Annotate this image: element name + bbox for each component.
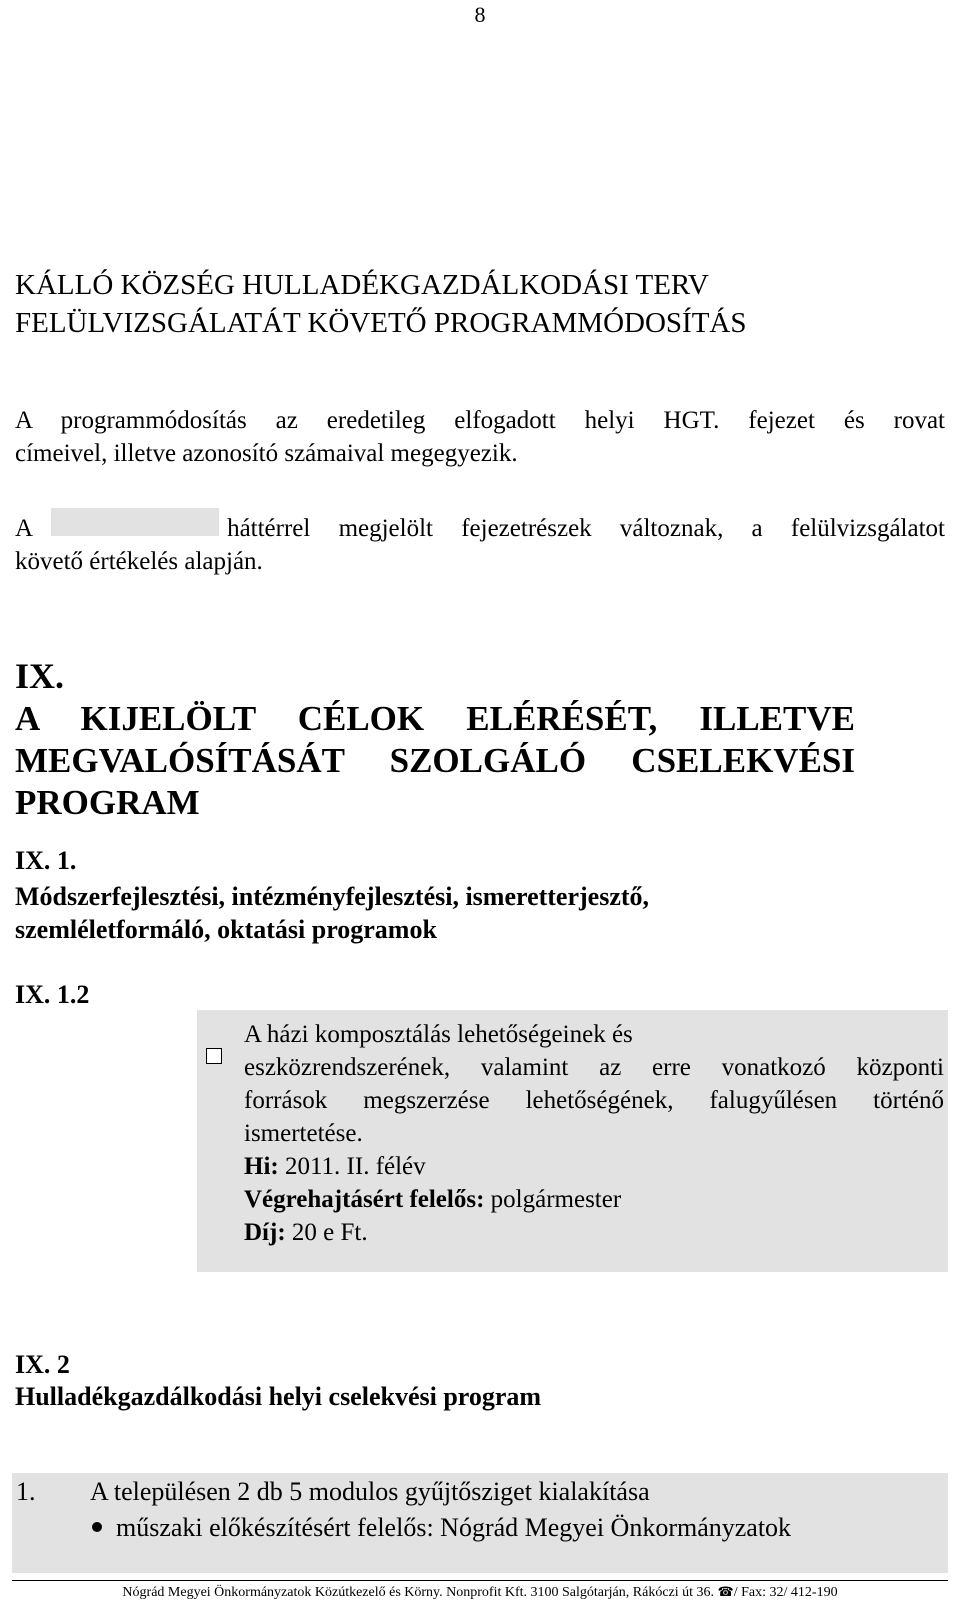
task-responsible [244, 1183, 944, 1216]
responsible-value: polgármester [484, 1186, 622, 1213]
document-title-line-1: KÁLLÓ KÖZSÉG HULLADÉKGAZDÁLKODÁSI TERV [15, 269, 709, 301]
section-1-title-line-2: szemléletformáló, oktatási programok [15, 915, 437, 944]
chapter-title-line-3: PROGRAM [15, 783, 200, 822]
program-item-text: A településen 2 db 5 modulos gyűjtősziget kialakítása [90, 1477, 650, 1506]
deadline-label: Hi: [244, 1153, 279, 1180]
document-title-line-2: FELÜLVIZSGÁLATÁT KÖVETŐ PROGRAMMÓDOSÍTÁS [15, 307, 747, 339]
program-item-number: 1. [16, 1477, 36, 1506]
deadline-value: 2011. II. félév [278, 1153, 426, 1180]
section-1-title [15, 880, 649, 946]
footer-phone: / Fax: 32/ 412-190 [733, 1585, 838, 1600]
task-text-line-4: ismertetése. [244, 1120, 363, 1147]
note-prefix: A [15, 515, 34, 542]
chapter-title-line-2: MEGVALÓSÍTÁSÁT SZOLGÁLÓ CSELEKVÉSI [15, 741, 855, 780]
footer-address: Nógrád Megyei Önkormányzatok Közútkezelő és Körny. Nonprofit Kft. 3100 Salgótarján, Rákóczi út 36. [122, 1585, 718, 1600]
phone-icon: ☎ [717, 1585, 734, 1600]
fee-label: Díj: [244, 1219, 286, 1246]
chapter-title-line-1: A KIJELÖLT CÉLOK ELÉRÉSÉT, ILLETVE [15, 699, 855, 738]
section-1-title-line-1: Módszerfejlesztési, intézményfejlesztési, ismeretterjesztő, [15, 882, 650, 911]
chapter-number: IX. [15, 656, 65, 696]
section-1-number: IX. 1. [15, 846, 77, 875]
checkbox-icon [206, 1048, 222, 1064]
document-title [15, 266, 747, 342]
bullet-icon [92, 1522, 102, 1532]
subsection-1-2-number: IX. 1.2 [15, 980, 90, 1009]
task-text-line-3: források megszerzése lehetőségének, falugyűlésen történő [244, 1087, 944, 1114]
page-number: 8 [474, 2, 486, 27]
section-2-number: IX. 2 [15, 1350, 70, 1379]
task-text-line-1: A házi komposztálás lehetőségeinek és [244, 1021, 633, 1048]
intro-line-1: A programmódosítás az eredetileg elfogadott helyi HGT. fejezet és rovat [15, 407, 945, 434]
task-deadline [244, 1150, 944, 1183]
highlight-note-paragraph [15, 508, 945, 578]
responsible-label: Végrehajtásért felelős: [244, 1186, 485, 1213]
gray-highlight-swatch [51, 508, 219, 536]
fee-value: 20 e Ft. [285, 1219, 368, 1246]
intro-paragraph [15, 404, 945, 470]
note-line-1 [15, 508, 945, 545]
page-footer [0, 1584, 960, 1602]
task-item [244, 1018, 944, 1249]
program-item-bullet-text: műszaki előkészítésért felelős: Nógrád Megyei Önkormányzatok [116, 1513, 792, 1542]
intro-line-2: címeivel, illetve azonosító számaival megegyezik. [15, 440, 518, 467]
note-rest: háttérrel megjelölt fejezetrészek változnak, a felülvizsgálatot [227, 515, 945, 542]
program-item-bullet [92, 1512, 791, 1544]
program-item-1 [16, 1476, 650, 1508]
chapter-title [15, 698, 855, 824]
note-line-2: követő értékelés alapján. [15, 548, 263, 575]
section-2-title: Hulladékgazdálkodási helyi cselekvési program [15, 1382, 542, 1411]
footer-divider [12, 1580, 948, 1581]
task-text-line-2: eszközrendszerének, valamint az erre vonatkozó központi [244, 1054, 944, 1081]
task-fee [244, 1216, 944, 1249]
